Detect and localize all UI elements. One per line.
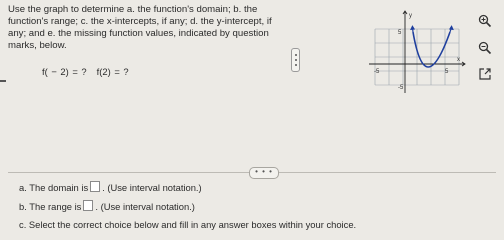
zoom-in-icon [478,14,492,28]
f-minus-2-prompt: f( − 2) = ? [42,66,87,77]
problem-instructions: Use the graph to determine a. the function's domain; b. the function's range; c. the x-intercepts, if any; d. the y-intercept, if any; and e. the missing function values, indicated by question marks, below. [8,4,272,51]
parabola-curve [413,32,450,67]
tick-label-bottom: -5 [398,85,404,91]
range-answer-box[interactable] [83,200,93,211]
expand-graph-button[interactable] [474,65,496,83]
x-axis-label: x [457,57,460,63]
f-2-prompt: f(2) = ? [96,66,129,77]
function-graph [367,7,467,94]
pane-resize-handle[interactable] [291,48,300,72]
zoom-out-icon [478,41,492,55]
question-b-label: b. The range is [19,201,82,212]
curve-right-arrowhead [449,26,453,30]
more-options-button[interactable]: • • • [249,167,279,179]
question-a-label: a. The domain is [19,182,89,193]
zoom-out-button[interactable] [474,39,496,57]
curve-left-arrowhead [411,26,415,30]
y-axis-label: y [409,13,412,19]
question-c: c. Select the correct choice below and fill in any answer boxes within your choice. [19,219,357,230]
left-edge-mark [0,80,6,82]
domain-answer-box[interactable] [90,181,100,192]
expand-icon [478,67,492,81]
zoom-in-button[interactable] [474,12,496,30]
question-b-hint: . (Use interval notation.) [95,201,195,212]
graph-grid [375,29,459,85]
question-a-hint: . (Use interval notation.) [102,182,202,193]
tick-label-right: 5 [445,69,449,75]
question-a [19,181,202,193]
tick-label-top: 5 [398,30,402,36]
question-b [19,200,195,212]
tick-label-left: -5 [374,69,380,75]
function-values-prompt [42,66,129,77]
